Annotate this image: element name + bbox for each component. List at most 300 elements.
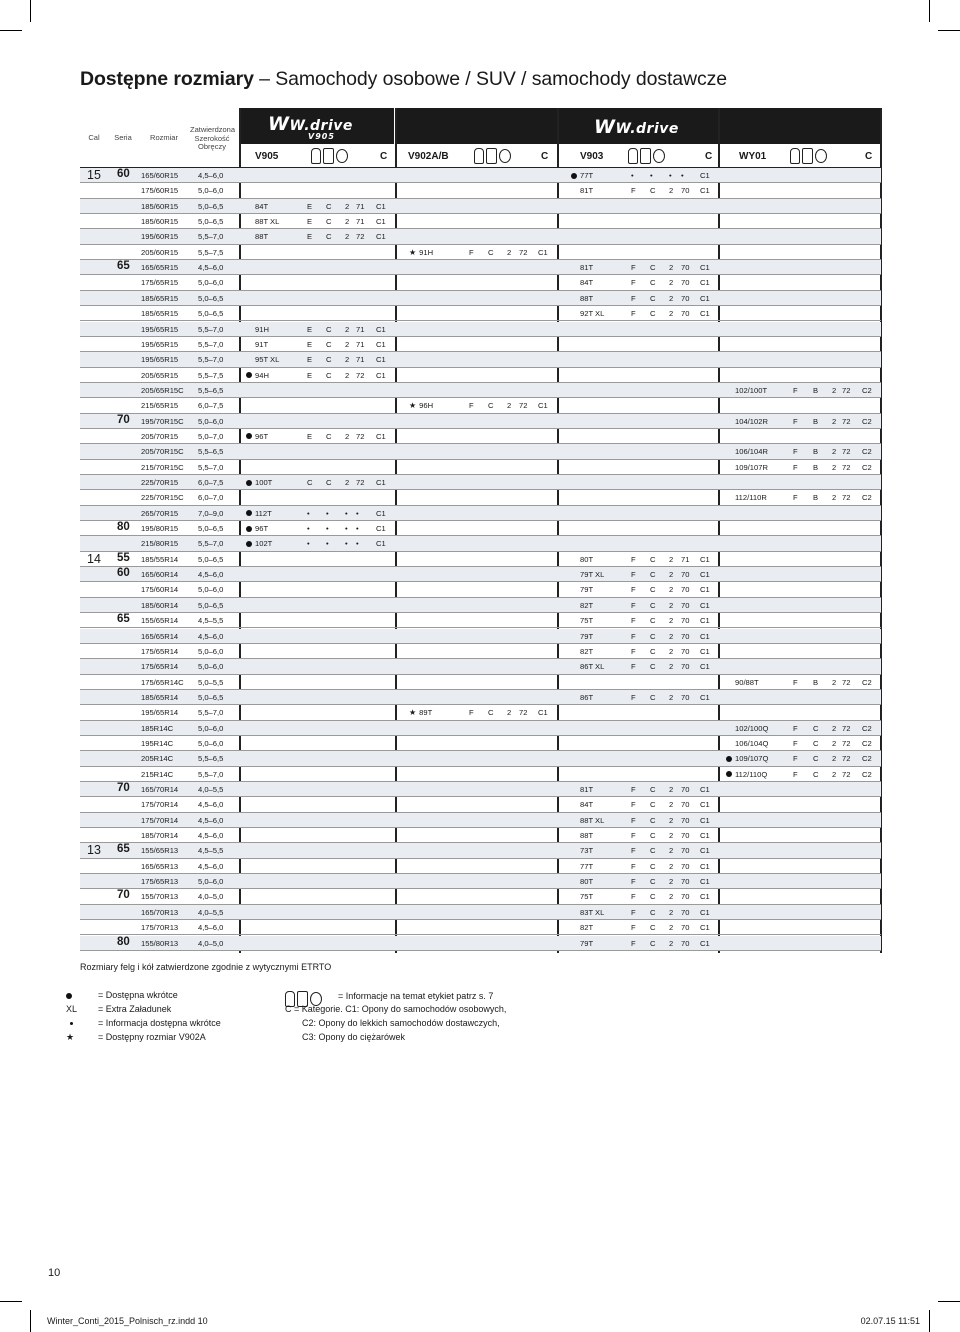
tire-size: 175/70R14 bbox=[141, 815, 179, 825]
dot-icon bbox=[66, 993, 72, 999]
fuel-rating: C bbox=[307, 478, 313, 487]
noise-class: 2 bbox=[669, 861, 674, 871]
table-row bbox=[80, 398, 881, 413]
available-soon-dot-icon bbox=[726, 771, 732, 777]
noise-class: 2 bbox=[507, 401, 512, 411]
noise-class: 2 bbox=[669, 831, 674, 841]
load-speed-index: 112/110Q bbox=[726, 767, 767, 782]
wet-grip-rating: C bbox=[326, 431, 332, 441]
load-speed-index: 84T bbox=[255, 201, 269, 211]
rim-width: 6,0–7,5 bbox=[198, 401, 224, 411]
legend-text: C2: Opony do lekkich samochodów dostawczych, bbox=[302, 1018, 500, 1028]
tire-category: C1 bbox=[700, 907, 710, 917]
table-row bbox=[80, 291, 881, 306]
eu-label-icons bbox=[628, 146, 665, 166]
wet-grip-rating: C bbox=[650, 570, 656, 580]
load-speed-index: ★ 96H bbox=[409, 401, 434, 411]
noise-class: 2 bbox=[669, 800, 674, 810]
load-speed-index: 79T bbox=[580, 631, 594, 641]
load-speed-index: 95T XL bbox=[255, 355, 280, 365]
fuel-rating: F bbox=[631, 907, 636, 917]
available-soon-dot-icon bbox=[246, 526, 252, 532]
noise-class: 2 bbox=[669, 892, 674, 902]
fuel-rating: F bbox=[631, 877, 636, 887]
noise-class: • bbox=[669, 171, 672, 180]
fuel-icon bbox=[311, 148, 321, 164]
rim-width: 5,0–6,5 bbox=[198, 600, 224, 610]
table-row bbox=[80, 245, 881, 260]
available-soon-dot-icon bbox=[246, 480, 252, 486]
noise-class: 2 bbox=[669, 570, 674, 580]
table-row bbox=[80, 874, 881, 889]
tire-size: 195R14C bbox=[141, 738, 174, 748]
fuel-rating: F bbox=[793, 493, 798, 503]
noise-db: 70 bbox=[681, 263, 690, 273]
tire-size: 185/60R15 bbox=[141, 217, 179, 227]
wet-grip-icon bbox=[802, 148, 813, 164]
table-row bbox=[80, 813, 881, 828]
tire-category: C1 bbox=[700, 923, 710, 933]
header-rim-width: Zatwierdzona Szerokość Obręczy bbox=[190, 125, 236, 151]
rim-width: 4,0–5,0 bbox=[198, 938, 224, 948]
load-speed-index: 88T XL bbox=[580, 815, 605, 825]
tire-category: C1 bbox=[376, 201, 386, 211]
footer-date: 02.07.15 11:51 bbox=[860, 1316, 920, 1326]
table-row bbox=[80, 675, 881, 690]
star-icon: ★ bbox=[409, 401, 417, 411]
table-row bbox=[80, 506, 881, 521]
tire-category: C1 bbox=[700, 554, 710, 564]
wet-grip-rating: C bbox=[650, 554, 656, 564]
fuel-rating: F bbox=[631, 263, 636, 273]
rim-width: 5,0–6,5 bbox=[198, 293, 224, 303]
table-row bbox=[80, 843, 881, 858]
bullet-icon bbox=[70, 1022, 73, 1025]
crop-mark bbox=[30, 1310, 31, 1332]
tire-category: C2 bbox=[862, 677, 872, 687]
tire-size: 175/70R14 bbox=[141, 800, 179, 810]
noise-class: 2 bbox=[832, 769, 837, 779]
rim-width: 4,5–6,0 bbox=[198, 171, 224, 180]
rim-width: 7,0–9,0 bbox=[198, 508, 224, 518]
noise-db: 70 bbox=[681, 186, 690, 196]
load-speed-index: 94H bbox=[246, 368, 269, 383]
noise-db: 71 bbox=[356, 339, 365, 349]
tire-size: 155/70R13 bbox=[141, 892, 179, 902]
table-row bbox=[80, 889, 881, 904]
fuel-rating: F bbox=[631, 923, 636, 933]
aspect-series: 55 bbox=[117, 551, 130, 564]
tire-category: C1 bbox=[376, 370, 386, 380]
fuel-rating: F bbox=[793, 416, 798, 426]
noise-db: 70 bbox=[681, 278, 690, 288]
model-v903: V903 bbox=[580, 151, 604, 162]
noise-class: 2 bbox=[832, 677, 837, 687]
crop-mark bbox=[929, 0, 930, 22]
fuel-rating: F bbox=[631, 554, 636, 564]
wdrive-v905-logo: WW.drive V905 bbox=[268, 113, 353, 141]
tire-size: 205/70R15 bbox=[141, 431, 179, 441]
noise-class: 2 bbox=[669, 662, 674, 672]
tire-size: 155/65R14 bbox=[141, 616, 179, 626]
tire-size: 165/60R15 bbox=[141, 171, 179, 180]
noise-db: 72 bbox=[842, 738, 851, 748]
load-speed-index: 86T XL bbox=[580, 662, 605, 672]
tire-size: 175/65R14 bbox=[141, 662, 179, 672]
load-speed-index: 88T XL bbox=[255, 217, 280, 227]
wet-grip-rating: C bbox=[650, 831, 656, 841]
tire-size: 195/65R14 bbox=[141, 708, 179, 718]
wet-grip-rating: B bbox=[813, 416, 819, 426]
tire-category: C2 bbox=[862, 769, 872, 779]
noise-class: 2 bbox=[832, 416, 837, 426]
wet-grip-rating: C bbox=[650, 616, 656, 626]
noise-class: 2 bbox=[669, 278, 674, 288]
rim-width: 5,0–6,0 bbox=[198, 585, 224, 595]
fuel-rating: E bbox=[307, 431, 313, 441]
tire-size: 195/60R15 bbox=[141, 232, 179, 242]
noise-db: 72 bbox=[842, 754, 851, 764]
fuel-rating: • bbox=[631, 171, 634, 180]
tire-category: C1 bbox=[376, 478, 386, 487]
rim-width: 5,0–6,5 bbox=[198, 201, 224, 211]
fuel-rating: F bbox=[631, 662, 636, 672]
load-speed-index: 75T bbox=[580, 892, 594, 902]
rim-width: 5,5–7,0 bbox=[198, 339, 224, 349]
fuel-icon bbox=[790, 148, 800, 164]
load-speed-index: 88T bbox=[580, 831, 594, 841]
noise-class: 2 bbox=[832, 754, 837, 764]
tire-size: 195/65R15 bbox=[141, 324, 179, 334]
table-row bbox=[80, 229, 881, 244]
model-v902ab: V902A/B bbox=[408, 151, 449, 162]
noise-db: 70 bbox=[681, 309, 690, 319]
wet-grip-rating: C bbox=[650, 815, 656, 825]
tire-size: 165/70R13 bbox=[141, 907, 179, 917]
noise-class: 2 bbox=[669, 293, 674, 303]
fuel-rating: F bbox=[631, 570, 636, 580]
noise-db: 72 bbox=[842, 493, 851, 503]
available-soon-dot-icon bbox=[246, 372, 252, 378]
tire-category: C2 bbox=[862, 447, 872, 457]
crop-mark bbox=[938, 1301, 960, 1302]
rim-diameter: 13 bbox=[87, 843, 101, 858]
rim-width: 5,5–7,5 bbox=[198, 370, 224, 380]
tire-size: 205/70R15C bbox=[141, 447, 184, 457]
noise-db: 70 bbox=[681, 785, 690, 794]
tire-size: 205/65R15C bbox=[141, 385, 184, 395]
load-speed-index: 106/104R bbox=[735, 447, 768, 457]
noise-db: 70 bbox=[681, 585, 690, 595]
wet-grip-rating: C bbox=[650, 293, 656, 303]
available-soon-dot-icon bbox=[726, 756, 732, 762]
rim-width: 4,5–6,0 bbox=[198, 923, 224, 933]
tire-size: 155/80R13 bbox=[141, 938, 179, 948]
tire-size: 225/70R15C bbox=[141, 493, 184, 503]
rim-width: 5,0–6,0 bbox=[198, 662, 224, 672]
fuel-rating: F bbox=[469, 401, 474, 411]
legend-text: = Informacje na temat etykiet patrz s. 7 bbox=[338, 991, 494, 1001]
table-row bbox=[80, 797, 881, 812]
noise-db: 72 bbox=[356, 431, 365, 441]
tire-category: C1 bbox=[538, 401, 548, 411]
tire-size: 215/70R15C bbox=[141, 462, 184, 472]
table-row bbox=[80, 920, 881, 935]
rim-width: 5,0–6,0 bbox=[198, 278, 224, 288]
wet-grip-rating: C bbox=[650, 923, 656, 933]
noise-db: 70 bbox=[681, 646, 690, 656]
fuel-rating: F bbox=[631, 600, 636, 610]
table-row bbox=[80, 490, 881, 505]
fuel-rating: F bbox=[631, 846, 636, 856]
wet-grip-rating: C bbox=[488, 708, 494, 718]
noise-db: 70 bbox=[681, 616, 690, 626]
rim-width: 5,5–7,0 bbox=[198, 324, 224, 334]
load-speed-index: 102/100Q bbox=[735, 723, 769, 733]
noise-class: 2 bbox=[669, 585, 674, 595]
load-speed-index: 77T bbox=[571, 168, 593, 183]
fuel-rating: F bbox=[631, 186, 636, 196]
wet-grip-rating: C bbox=[650, 800, 656, 810]
table-row bbox=[80, 444, 881, 459]
tire-category: C1 bbox=[700, 186, 710, 196]
load-speed-index: 81T bbox=[580, 263, 594, 273]
table-row bbox=[80, 644, 881, 659]
load-speed-index: 84T bbox=[580, 800, 594, 810]
load-speed-index: ★ 91H bbox=[409, 247, 434, 257]
rim-width: 4,5–5,5 bbox=[198, 616, 224, 626]
noise-db: 72 bbox=[842, 769, 851, 779]
tire-category: C1 bbox=[538, 708, 548, 718]
table-row bbox=[80, 828, 881, 843]
noise-class: 2 bbox=[832, 447, 837, 457]
legend-text: C = Kategorie. C1: Opony do samochodów osobowych, bbox=[285, 1004, 507, 1014]
rim-width: 4,5–6,0 bbox=[198, 815, 224, 825]
table-row bbox=[80, 598, 881, 613]
tire-category: C1 bbox=[700, 585, 710, 595]
load-speed-index: 73T bbox=[580, 846, 594, 856]
load-speed-index: 77T bbox=[580, 861, 594, 871]
wet-grip-rating: C bbox=[650, 861, 656, 871]
wet-grip-rating: C bbox=[650, 600, 656, 610]
load-speed-index: 88T bbox=[255, 232, 269, 242]
aspect-series: 80 bbox=[117, 521, 130, 534]
noise-class: 2 bbox=[345, 355, 350, 365]
rim-width: 5,5–7,5 bbox=[198, 247, 224, 257]
header-cal: Cal bbox=[88, 133, 100, 142]
wet-grip-rating: C bbox=[326, 232, 332, 242]
fuel-rating: F bbox=[631, 278, 636, 288]
tire-category: C1 bbox=[700, 892, 710, 902]
noise-icon bbox=[653, 149, 665, 163]
fuel-rating: E bbox=[307, 324, 313, 334]
rim-width: 5,0–6,0 bbox=[198, 646, 224, 656]
wet-grip-rating: • bbox=[326, 524, 329, 534]
crop-mark bbox=[0, 30, 22, 31]
noise-db: 71 bbox=[356, 324, 365, 334]
noise-class: • bbox=[345, 539, 348, 549]
tire-size: 215/65R15 bbox=[141, 401, 179, 411]
wet-grip-rating: C bbox=[650, 892, 656, 902]
tire-category: C1 bbox=[700, 616, 710, 626]
noise-db: 70 bbox=[681, 846, 690, 856]
fuel-rating: E bbox=[307, 217, 313, 227]
wet-grip-rating: C bbox=[326, 324, 332, 334]
noise-db: 71 bbox=[356, 217, 365, 227]
noise-db: 70 bbox=[681, 570, 690, 580]
fuel-rating: F bbox=[631, 831, 636, 841]
fuel-rating: F bbox=[631, 785, 636, 794]
rim-diameter: 15 bbox=[87, 168, 101, 182]
tire-category: C1 bbox=[700, 646, 710, 656]
load-speed-index: 112/110R bbox=[735, 493, 767, 503]
tire-category: C1 bbox=[700, 692, 710, 702]
wet-grip-rating: C bbox=[488, 247, 494, 257]
fuel-rating: F bbox=[469, 708, 474, 718]
tire-category: C1 bbox=[700, 631, 710, 641]
table-row bbox=[80, 183, 881, 198]
table-row bbox=[80, 214, 881, 229]
fuel-rating: F bbox=[631, 861, 636, 871]
fuel-icon bbox=[628, 148, 638, 164]
table-row bbox=[80, 352, 881, 367]
wet-grip-rating: B bbox=[813, 447, 819, 457]
noise-db: 70 bbox=[681, 600, 690, 610]
noise-class: 2 bbox=[669, 923, 674, 933]
wet-grip-rating: C bbox=[326, 478, 332, 487]
wet-grip-rating: C bbox=[650, 692, 656, 702]
noise-class: 2 bbox=[345, 201, 350, 211]
tire-size: 165/65R15 bbox=[141, 263, 179, 273]
table-row bbox=[80, 199, 881, 214]
tire-category: C1 bbox=[376, 539, 386, 549]
table-row bbox=[80, 736, 881, 751]
noise-class: 2 bbox=[507, 708, 512, 718]
noise-db: 71 bbox=[356, 201, 365, 211]
load-speed-index: 100T bbox=[246, 475, 272, 490]
fuel-rating: F bbox=[631, 585, 636, 595]
table-row bbox=[80, 322, 881, 337]
rim-width: 5,5–6,5 bbox=[198, 447, 224, 457]
noise-db: 72 bbox=[842, 462, 851, 472]
header-seria: Seria bbox=[114, 133, 132, 142]
wet-grip-rating: C bbox=[650, 278, 656, 288]
aspect-series: 70 bbox=[117, 413, 130, 426]
fuel-rating: F bbox=[631, 293, 636, 303]
eu-label-icons bbox=[790, 146, 827, 166]
load-speed-index: 82T bbox=[580, 923, 594, 933]
star-icon: ★ bbox=[409, 247, 417, 257]
rim-width: 4,5–6,0 bbox=[198, 263, 224, 273]
wet-grip-rating: C bbox=[650, 186, 656, 196]
legend-item: ★ = Dostępny rozmiar V902A bbox=[66, 1032, 206, 1042]
aspect-series: 80 bbox=[117, 935, 130, 948]
noise-db: 71 bbox=[356, 355, 365, 365]
noise-db: 72 bbox=[842, 385, 851, 395]
wet-grip-rating: B bbox=[813, 493, 819, 503]
fuel-rating: • bbox=[307, 508, 310, 518]
tire-category: C1 bbox=[700, 171, 710, 180]
wet-grip-rating: C bbox=[650, 309, 656, 319]
tire-category: C2 bbox=[862, 738, 872, 748]
tire-category: C1 bbox=[700, 309, 710, 319]
etrto-note: Rozmiary felg i kół zatwierdzone zgodnie z wytycznymi ETRTO bbox=[80, 962, 332, 972]
noise-class: 2 bbox=[669, 877, 674, 887]
wet-grip-rating: C bbox=[650, 877, 656, 887]
noise-db: 70 bbox=[681, 662, 690, 672]
load-speed-index: 102/100T bbox=[735, 385, 768, 395]
wet-grip-rating: • bbox=[326, 508, 329, 518]
legend-item: XL = Extra Załadunek bbox=[66, 1004, 172, 1014]
category-header: C bbox=[541, 151, 549, 162]
fuel-rating: F bbox=[631, 892, 636, 902]
load-speed-index: 109/107R bbox=[735, 462, 768, 472]
table-row bbox=[80, 751, 881, 766]
tire-category: C1 bbox=[376, 217, 386, 227]
aspect-series: 70 bbox=[117, 889, 130, 902]
load-speed-index: 88T bbox=[580, 293, 594, 303]
model-wy01: WY01 bbox=[739, 151, 767, 162]
load-speed-index: 104/102R bbox=[735, 416, 768, 426]
eu-label-icons bbox=[311, 146, 348, 166]
wet-grip-rating: B bbox=[813, 677, 819, 687]
fuel-rating: • bbox=[307, 524, 310, 534]
rim-width: 4,5–6,0 bbox=[198, 800, 224, 810]
tire-size: 185R14C bbox=[141, 723, 174, 733]
load-speed-index: 91H bbox=[255, 324, 269, 334]
noise-db: 72 bbox=[356, 370, 365, 380]
load-speed-index: 91T bbox=[255, 339, 269, 349]
noise-class: 2 bbox=[669, 907, 674, 917]
rim-width: 5,5–6,5 bbox=[198, 385, 224, 395]
tire-size: 205R14C bbox=[141, 754, 174, 764]
noise-class: 2 bbox=[669, 785, 674, 794]
rim-width: 4,5–6,0 bbox=[198, 631, 224, 641]
table-row bbox=[80, 368, 881, 383]
noise-class: 2 bbox=[832, 385, 837, 395]
noise-db: • bbox=[356, 508, 359, 518]
fuel-icon bbox=[474, 148, 484, 164]
load-speed-index: 112T bbox=[246, 506, 272, 521]
wet-grip-rating: • bbox=[650, 171, 653, 180]
page-title: Dostępne rozmiary – Samochody osobowe / SUV / samochody dostawcze bbox=[80, 68, 728, 90]
rim-width: 4,0–5,5 bbox=[198, 785, 224, 794]
available-soon-dot-icon bbox=[246, 510, 252, 516]
wet-grip-rating: C bbox=[650, 938, 656, 948]
load-speed-index: 79T bbox=[580, 585, 594, 595]
noise-db: 72 bbox=[356, 478, 365, 487]
crop-mark bbox=[30, 0, 31, 22]
tire-size: 185/60R15 bbox=[141, 201, 179, 211]
wet-grip-rating: C bbox=[650, 585, 656, 595]
table-row bbox=[80, 475, 881, 490]
noise-class: 2 bbox=[345, 431, 350, 441]
fuel-rating: E bbox=[307, 370, 313, 380]
noise-db: 70 bbox=[681, 892, 690, 902]
noise-class: 2 bbox=[832, 723, 837, 733]
fuel-rating: E bbox=[307, 355, 313, 365]
noise-db: 72 bbox=[519, 401, 528, 411]
tire-size: 265/70R15 bbox=[141, 508, 179, 518]
fuel-rating: F bbox=[631, 631, 636, 641]
tire-size: 175/65R14 bbox=[141, 646, 179, 656]
aspect-series: 65 bbox=[117, 843, 130, 856]
fuel-rating: F bbox=[793, 385, 798, 395]
noise-icon bbox=[336, 149, 348, 163]
wet-grip-icon bbox=[323, 148, 334, 164]
noise-db: 70 bbox=[681, 692, 690, 702]
table-row bbox=[80, 521, 881, 536]
